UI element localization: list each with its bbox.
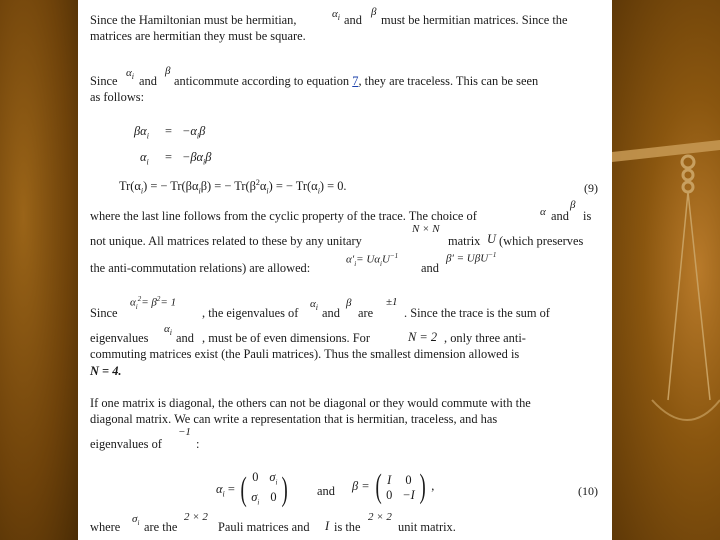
p5-colon: :: [196, 437, 200, 451]
p5-line3a: eigenvalues of: [90, 437, 162, 451]
background-left: [0, 0, 78, 540]
eq10-and: and: [317, 484, 335, 498]
n-equals-4: N = 4.: [90, 364, 122, 378]
equation-number-10: (10): [578, 484, 598, 498]
p3-matrix: matrix: [448, 234, 481, 248]
p1-text-b: must be hermitian matrices. Since the: [381, 13, 568, 27]
p4-and2: and: [176, 331, 194, 345]
p4-text-c: . Since the trace is the sum of: [404, 306, 550, 320]
p6-pauli: Pauli matrices and: [218, 520, 310, 534]
alpha-prime-transform: $\alpha'_i= U\alpha_iU^{-1}$: [346, 252, 399, 268]
eq9-row1-rhs: $-\alpha_i\beta$: [182, 124, 206, 141]
p2-and: and: [139, 74, 157, 88]
beta-symbol-3: β: [570, 199, 576, 211]
alpha-symbol-2: $\alpha_i$: [126, 67, 135, 82]
two-by-two-1: 2 × 2: [184, 511, 208, 523]
p3-line1: where the last line follows from the cyclic property of the trace. The choice of: [90, 209, 477, 223]
p5-line1: If one matrix is diagonal, the others can not be diagonal or they would commute with the: [90, 396, 531, 410]
alpha-symbol: $\alpha_i$: [332, 8, 341, 23]
p2-text-c: anticommute according to equation 7, they are traceless. This can be seen: [174, 74, 539, 88]
beta-symbol: β: [371, 6, 377, 18]
p4-line3: commuting matrices exist (the Pauli matrices). Thus the smallest dimension allowed is: [90, 347, 520, 361]
n-by-n-symbol: N × N: [412, 223, 440, 235]
eq9-row2-rhs: $-\beta\alpha_i\beta$: [182, 150, 212, 167]
alpha-matrix: ( 0 $\sigma_i$ $\sigma_i$ 0 ): [240, 470, 289, 508]
document-page: [78, 0, 612, 540]
beta-symbol-2: β: [165, 65, 171, 77]
beta-symbol-4: β: [346, 297, 352, 309]
beta-matrix: ( I 0 0 −I ): [375, 468, 426, 505]
p4-are: are: [358, 306, 374, 320]
n-equals-2: N = 2: [408, 330, 438, 344]
vector-alpha-symbol: α: [540, 206, 546, 218]
p6-are-the: are the: [144, 520, 178, 534]
p6-unit: unit matrix.: [398, 520, 456, 534]
p6-is-the: is the: [334, 520, 361, 534]
p3-and2: and: [421, 261, 439, 275]
identity-i-symbol: I: [325, 519, 330, 533]
eq9-row2-lhs: $\alpha_i$: [140, 150, 149, 167]
p4-line2b: , must be of even dimensions. For: [202, 331, 370, 345]
p3-line3: the anti-commutation relations) are allowed:: [90, 261, 311, 275]
p5-line2: diagonal matrix. We can write a representation that is hermitian, traceless, and has: [90, 412, 498, 426]
two-by-two-2: 2 × 2: [368, 511, 392, 523]
p1-text-a: Since the Hamiltonian must be hermitian,: [90, 13, 297, 27]
eq9-row2-equals: =: [165, 150, 172, 164]
eq10-beta-lhs: β = ( I 0 0 −I ) ,: [352, 468, 435, 505]
p4-line2a: eigenvalues: [90, 331, 149, 345]
equation-number-9: (9): [584, 181, 598, 195]
unitary-u-symbol: U: [487, 232, 496, 246]
p1-and: and: [344, 13, 362, 27]
balance-scale-decoration: [612, 100, 720, 540]
alpha-symbol-5: $\alpha_i$: [164, 323, 173, 338]
square-identity: $\alpha_i^2= \beta^2= 1$: [130, 295, 177, 311]
p3-line2a: not unique. All matrices related to these by any unitary: [90, 234, 362, 248]
p3-and: and: [551, 209, 569, 223]
p3-is: is: [583, 209, 592, 223]
eq9-row1-equals: =: [165, 124, 172, 138]
plus-minus-one: ±1: [386, 296, 398, 308]
p4-since: Since: [90, 306, 118, 320]
p4-text-b: , the eigenvalues of: [202, 306, 299, 320]
eq10-alpha-lhs: $\alpha_i$ = ( 0 $\sigma_i$ $\sigma_i$ 0 ): [216, 470, 291, 510]
eq9-row1-lhs: $\beta\alpha_i$: [134, 124, 149, 141]
p3-line2b: (which preserves: [499, 234, 584, 248]
beta-prime-transform: β′ = UβU$^{-1}$: [446, 251, 497, 265]
alpha-symbol-4: $\alpha_i$: [310, 298, 319, 313]
p6-where: where: [90, 520, 121, 534]
equation-7-link[interactable]: 7: [352, 74, 359, 88]
sigma-symbol: $\sigma_i$: [132, 513, 140, 528]
p1-line2: matrices are hermitian they must be square.: [90, 29, 306, 43]
minus-one-symbol: −1: [178, 426, 191, 438]
eq9-row3: $Tr(\alpha_i)$ = − $Tr(\beta\alpha_i\beta)$ = − $Tr(\beta^2\alpha_i)$ = − $Tr(\alpha_i) = 0$.: [119, 178, 347, 196]
p2-since: Since: [90, 74, 118, 88]
p2-line2: as follows:: [90, 90, 145, 104]
p4-line2c: , only three anti-: [444, 331, 526, 345]
p4-and: and: [322, 306, 340, 320]
